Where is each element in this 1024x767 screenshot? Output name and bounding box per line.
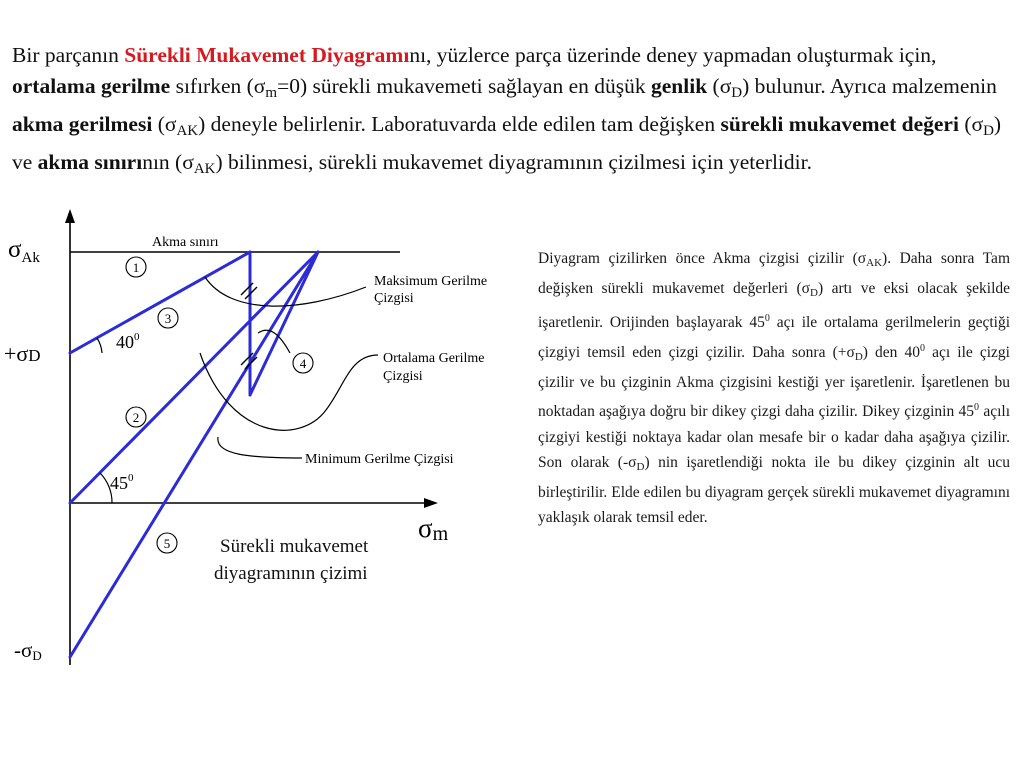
- circle-markers: [126, 257, 313, 553]
- intro-text: (σ: [152, 112, 177, 136]
- intro-text: (σ: [707, 74, 732, 98]
- label-minus-sigma-d: -σD: [14, 638, 42, 663]
- intro-subscript: D: [983, 123, 994, 139]
- number-1: 1: [132, 260, 140, 275]
- caption-line-2: diyagramının çizimi: [214, 563, 368, 584]
- label-akma-siniri: Akma sınırı: [152, 235, 219, 250]
- intro-text: ) deneyle belirlenir. Laboratuvarda elde edilen tam değişken: [198, 112, 721, 136]
- intro-bold: akma sınırı: [37, 150, 143, 174]
- label-45deg: $45^0$: [110, 472, 134, 493]
- x-axis-arrow: [424, 498, 438, 508]
- label-40deg: $40^0$: [116, 331, 140, 352]
- leader-minimum: [218, 437, 302, 458]
- intro-bold: sürekli mukavemet değeri: [720, 112, 959, 136]
- line-closing-top: [250, 252, 318, 395]
- number-5: 5: [163, 536, 171, 551]
- label-sigma-ak: $\sigma_{Ak}$: [8, 236, 40, 266]
- intro-text: nı, yüzlerce parça üzerinde deney yapmadan oluşturmak için,: [409, 43, 937, 67]
- intro-text: ) bilinmesi, sürekli mukavemet diyagramının çizilmesi için yeterlidir.: [215, 150, 812, 174]
- intro-bold: genlik: [651, 74, 708, 98]
- arc-40deg: [97, 338, 102, 353]
- intro-subscript: AK: [193, 161, 216, 177]
- intro-text: ) ve: [12, 112, 1002, 174]
- number-2: 2: [132, 410, 140, 425]
- label-ortalama-2: Çizgisi: [383, 369, 423, 384]
- intro-paragraph: [12, 40, 1012, 185]
- number-4: 4: [299, 356, 307, 371]
- explanation-superscript: 0: [764, 313, 770, 325]
- explanation-text: açı ile ortalama gerilmelerin geçtiği çizgiyi temsil eden çizgi çizilir. Daha sonra (+σ: [538, 314, 1010, 361]
- number-3: 3: [164, 311, 172, 326]
- explanation-subscript: D: [810, 287, 818, 300]
- intro-text: nın (σ: [142, 150, 194, 174]
- intro-text: Bir parçanın: [12, 43, 125, 67]
- line-2-mean-45deg: [70, 252, 318, 503]
- explanation-subscript: D: [854, 350, 863, 363]
- intro-text: ) bulunur. Ayrıca malzemenin: [742, 74, 997, 98]
- leader-ortalama: [200, 353, 378, 430]
- intro-text: (σ: [958, 112, 984, 136]
- label-maksimum-2: Çizgisi: [374, 291, 414, 306]
- label-minimum: Minimum Gerilme Çizgisi: [305, 452, 454, 467]
- explanation-superscript: 0: [920, 342, 926, 354]
- line-5-min-from-minus-sigma-d: [70, 252, 318, 657]
- explanation-paragraph: [538, 246, 1010, 531]
- label-sigma-m: σm: [418, 513, 449, 545]
- leader-curves: [200, 277, 378, 458]
- explanation-text: ) nin işaretlendiği nokta ile bu dikey çizginin alt ucu birleştirilir. Elde edilen bu diyagram gerçek sürekli mukavemet diyagramını yaklaşık olarak temsil eder.: [538, 453, 1010, 527]
- line-3-max-from-plus-sigma-d: [70, 252, 250, 353]
- explanation-text: ) den 40: [862, 343, 921, 361]
- explanation-subscript: AK: [866, 257, 883, 269]
- intro-highlight-title: Sürekli Mukavemet Diyagramı: [124, 43, 410, 67]
- caption-line-1: Sürekli mukavemet: [220, 536, 369, 557]
- explanation-text: Diyagram çizilirken önce Akma çizgisi çizilir (σ: [538, 250, 867, 267]
- leader-maximum: [205, 277, 366, 306]
- explanation-text: ). Daha sonra Tam değişken sürekli mukavemet değerleri (σ: [538, 250, 1010, 298]
- diagram-caption: [214, 536, 369, 584]
- explanation-text: ) artı ve eksi olacak şekilde işaretlenir. Orijinden başlayarak 45: [538, 280, 1011, 332]
- explanation-text: açılı çizgiyi kestiği noktaya kadar olan mesafe bir o kadar daha aşağıya çizilir. Son olarak (-σ: [538, 403, 1010, 471]
- diagram-blue-lines: [70, 252, 318, 657]
- intro-text: sıfırken (σ: [170, 74, 266, 98]
- label-plus-sigma-d: +σD: [4, 341, 41, 366]
- explanation-superscript: 0: [974, 402, 980, 414]
- label-ortalama-1: Ortalama Gerilme: [383, 351, 485, 366]
- explanation-subscript: D: [636, 460, 645, 473]
- fatigue-diagram: [0, 205, 530, 725]
- intro-bold: ortalama gerilme: [12, 74, 171, 98]
- intro-subscript: m: [265, 85, 278, 101]
- y-axis-arrow: [65, 209, 75, 223]
- intro-text: =0) sürekli mukavemeti sağlayan en düşük: [277, 74, 652, 98]
- label-maksimum-1: Maksimum Gerilme: [374, 274, 488, 289]
- intro-subscript: D: [731, 85, 743, 101]
- intro-bold: akma gerilmesi: [12, 112, 153, 136]
- annotation-labels: [152, 235, 487, 467]
- explanation-text: açı ile çizgi çizilir ve bu çizginin Akma çizgisini kestiği yer işaretlenir. İşaretlenen bu noktadan aşağıya doğru bir dikey çizgi daha çizilir. Dikey çizginin 45: [538, 343, 1010, 421]
- intro-subscript: AK: [176, 123, 199, 139]
